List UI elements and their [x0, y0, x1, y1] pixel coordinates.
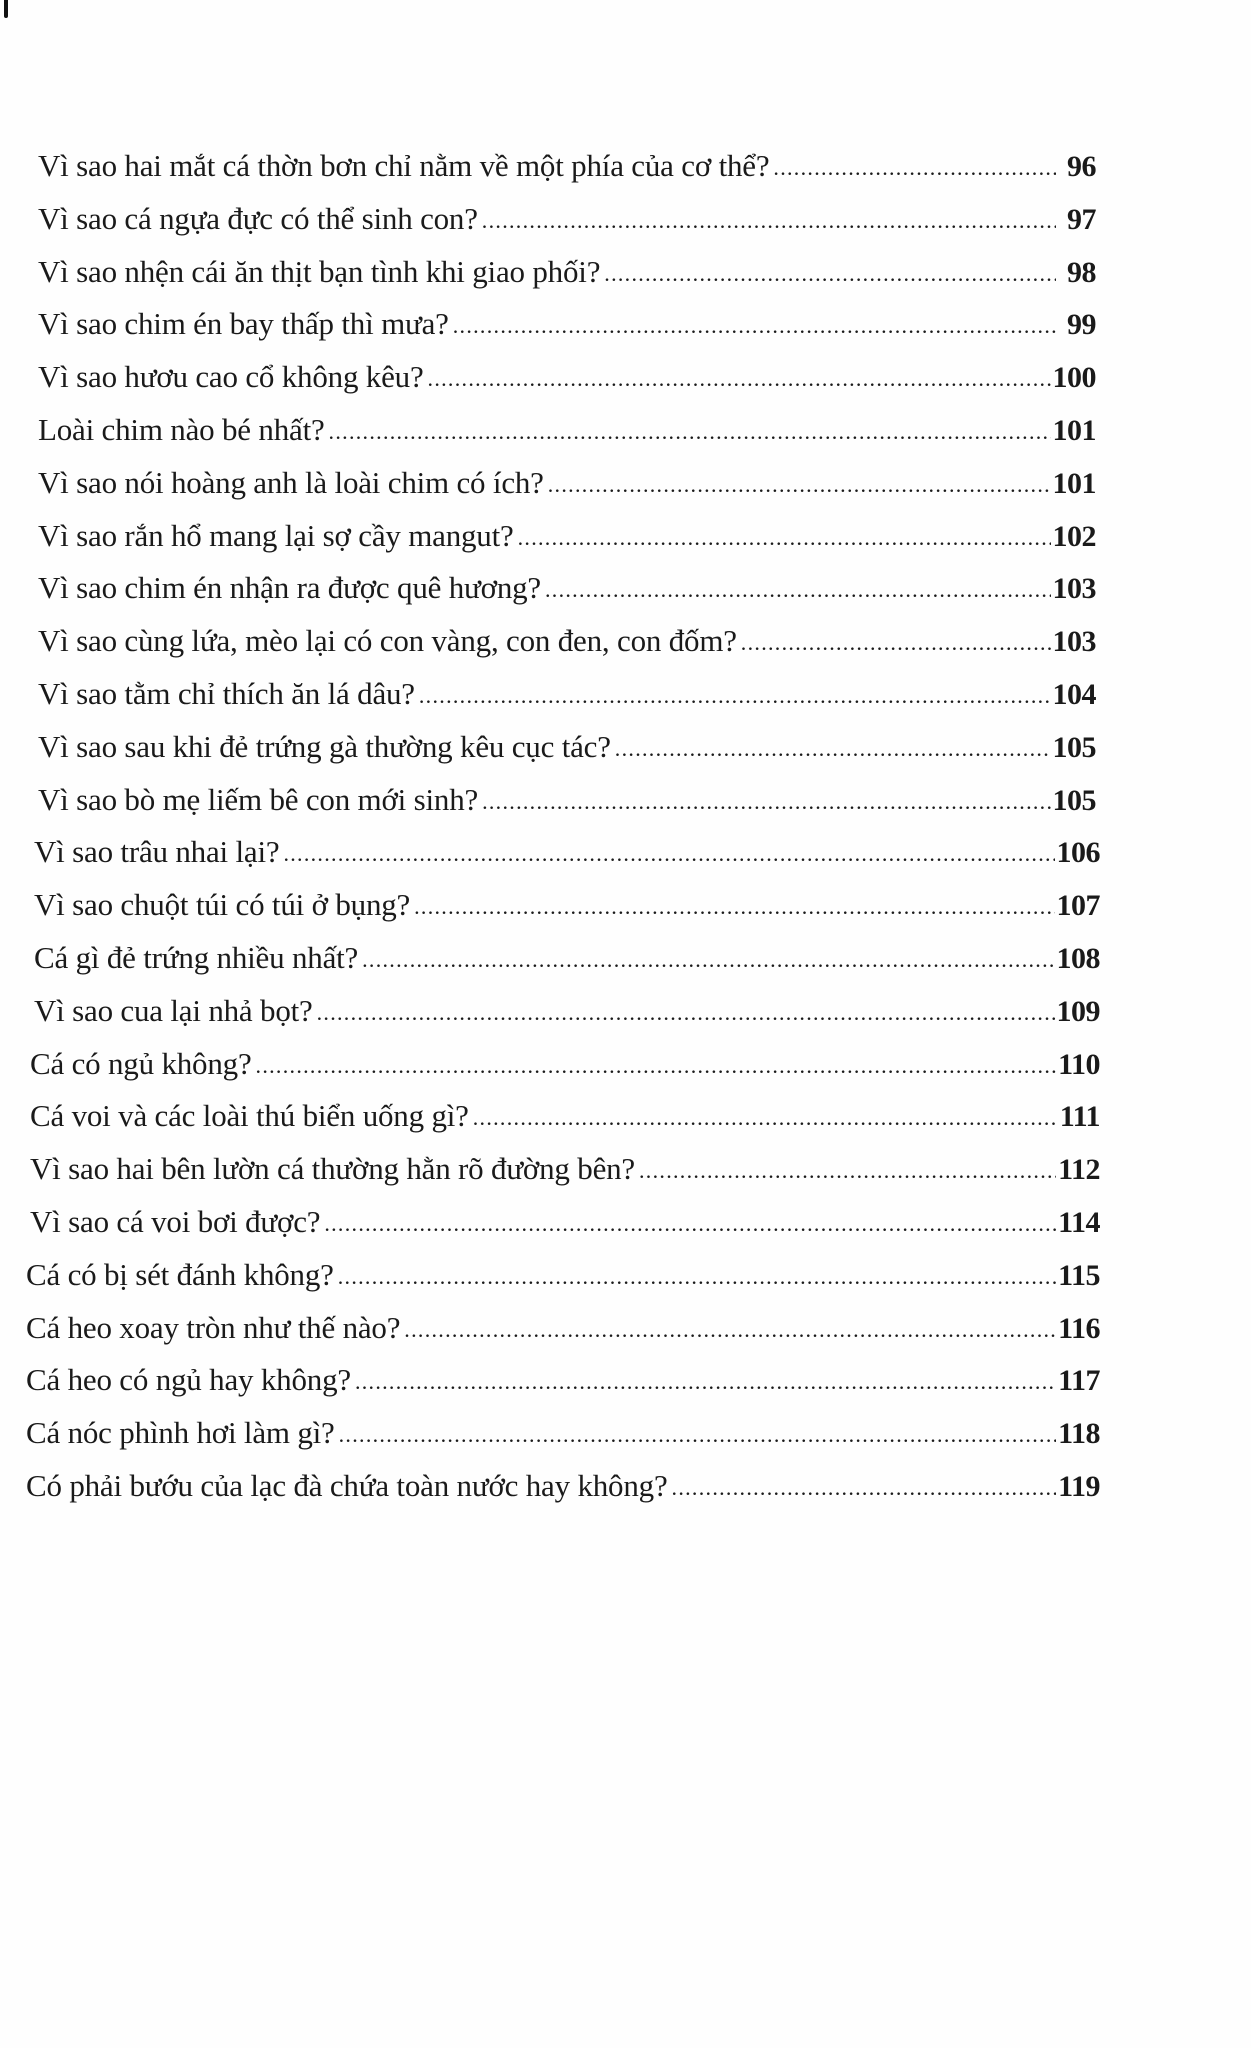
- toc-entry-page: 99: [1067, 308, 1096, 342]
- toc-entry-page: 118: [1058, 1417, 1100, 1451]
- toc-entry: [38, 246, 1096, 299]
- toc-entry: [34, 932, 1100, 985]
- toc-entry-page: 114: [1058, 1205, 1100, 1239]
- dot-leader: [604, 248, 1056, 301]
- toc-entry: [30, 1090, 1100, 1143]
- toc-entry: [34, 826, 1100, 879]
- toc-entry: [38, 721, 1096, 774]
- toc-entry-title: Vì sao nhện cái ăn thịt bạn tình khi giao phối?: [38, 253, 601, 289]
- toc-entry-title: Vì sao sau khi đẻ trứng gà thường kêu cục tác?: [38, 728, 611, 764]
- dot-leader: [339, 1409, 1057, 1462]
- toc-entry-title: Vì sao bò mẹ liếm bê con mới sinh?: [38, 781, 479, 817]
- page-corner-mark: [4, 0, 8, 18]
- dot-leader: [428, 353, 1051, 406]
- toc-entry: [38, 351, 1096, 404]
- toc-entry-title: Cá gì đẻ trứng nhiều nhất?: [34, 939, 359, 975]
- toc-entry-page: 117: [1058, 1364, 1100, 1398]
- toc-entry-page: 109: [1056, 994, 1100, 1028]
- dot-leader: [324, 1198, 1056, 1251]
- toc-entry: [38, 510, 1096, 563]
- toc-entry-page: 101: [1052, 466, 1096, 500]
- toc-entry-title: Vì sao rắn hổ mang lại sợ cầy mangut?: [38, 517, 514, 553]
- dot-leader: [404, 1304, 1056, 1357]
- toc-entry: [38, 298, 1096, 351]
- dot-leader: [615, 723, 1051, 776]
- toc-entry-title: Vì sao trâu nhai lại?: [34, 834, 280, 870]
- dot-leader: [473, 1092, 1058, 1145]
- toc-entry-title: Vì sao nói hoàng anh là loài chim có ích?: [38, 464, 544, 500]
- toc-entry-title: Vì sao hai bên lườn cá thường hằn rõ đường bên?: [30, 1151, 635, 1187]
- toc-entry: [34, 985, 1100, 1038]
- toc-entry-page: 105: [1052, 783, 1096, 817]
- toc-entry-page: 108: [1056, 941, 1100, 975]
- toc-entry-title: Vì sao cua lại nhả bọt?: [34, 992, 313, 1028]
- toc-entry: [26, 1460, 1100, 1513]
- toc-entry-title: Loài chim nào bé nhất?: [38, 411, 325, 447]
- toc-entry-title: Vì sao chim én nhận ra được quê hương?: [38, 570, 541, 606]
- toc-entry: [30, 1038, 1100, 1091]
- toc-entry-page: 103: [1052, 572, 1096, 606]
- dot-leader: [338, 1251, 1056, 1304]
- dot-leader: [355, 1356, 1056, 1409]
- toc-entry-title: Cá có bị sét đánh không?: [26, 1256, 334, 1292]
- toc-entry-page: 98: [1067, 255, 1096, 289]
- dot-leader: [741, 617, 1051, 670]
- toc-entry-page: 116: [1058, 1311, 1100, 1345]
- toc-entry-page: 104: [1052, 677, 1096, 711]
- toc-entry: [26, 1354, 1100, 1407]
- toc-entry-title: Cá nóc phình hơi làm gì?: [26, 1415, 335, 1451]
- toc-entry-page: 119: [1058, 1469, 1100, 1503]
- dot-leader: [453, 300, 1056, 353]
- dot-leader: [329, 406, 1051, 459]
- table-of-contents: [26, 140, 1100, 1513]
- toc-entry-page: 105: [1052, 730, 1096, 764]
- toc-entry: [26, 1407, 1100, 1460]
- toc-entry: [26, 1302, 1100, 1355]
- toc-entry-page: 97: [1067, 202, 1096, 236]
- dot-leader: [362, 934, 1054, 987]
- toc-entry-page: 110: [1058, 1047, 1100, 1081]
- toc-entry-title: Vì sao cùng lứa, mèo lại có con vàng, con đen, con đốm?: [38, 623, 737, 659]
- toc-entry-title: Cá voi và các loài thú biển uống gì?: [30, 1098, 469, 1134]
- toc-entry-title: Cá có ngủ không?: [30, 1045, 252, 1081]
- dot-leader: [256, 1040, 1057, 1093]
- toc-entry: [38, 774, 1096, 827]
- toc-entry-title: Vì sao cá voi bơi được?: [30, 1203, 321, 1239]
- dot-leader: [548, 459, 1051, 512]
- toc-entry-title: Vì sao hươu cao cổ không kêu?: [38, 359, 424, 395]
- toc-entry-page: 96: [1067, 150, 1096, 183]
- toc-entry-title: Vì sao hai mắt cá thờn bơn chỉ nằm về một phía của cơ thể?: [38, 148, 770, 183]
- dot-leader: [518, 512, 1051, 565]
- toc-entry: [38, 140, 1096, 193]
- toc-entry-title: Cá heo có ngủ hay không?: [26, 1362, 351, 1398]
- toc-entry-title: Vì sao cá ngựa đực có thể sinh con?: [38, 200, 478, 236]
- dot-leader: [482, 195, 1056, 248]
- toc-entry: [38, 615, 1096, 668]
- toc-entry: [38, 457, 1096, 510]
- toc-entry-title: Cá heo xoay tròn như thế nào?: [26, 1309, 401, 1345]
- dot-leader: [773, 142, 1056, 195]
- toc-entry-page: 111: [1059, 1100, 1100, 1134]
- toc-entry: [26, 1249, 1100, 1302]
- toc-entry-title: Có phải bướu của lạc đà chứa toàn nước hay không?: [26, 1467, 668, 1503]
- dot-leader: [639, 1145, 1056, 1198]
- toc-entry-page: 103: [1052, 625, 1096, 659]
- toc-entry-page: 100: [1052, 361, 1096, 395]
- toc-entry-page: 107: [1056, 889, 1100, 923]
- dot-leader: [419, 670, 1051, 723]
- dot-leader: [414, 881, 1054, 934]
- dot-leader: [672, 1462, 1057, 1515]
- toc-entry: [38, 404, 1096, 457]
- toc-entry: [34, 879, 1100, 932]
- toc-entry-page: 106: [1056, 836, 1100, 870]
- dot-leader: [482, 776, 1050, 829]
- toc-entry: [38, 193, 1096, 246]
- toc-entry-title: Vì sao tằm chỉ thích ăn lá dâu?: [38, 675, 415, 711]
- dot-leader: [317, 987, 1055, 1040]
- toc-entry: [30, 1143, 1100, 1196]
- toc-entry-page: 115: [1058, 1258, 1100, 1292]
- toc-entry-title: Vì sao chuột túi có túi ở bụng?: [34, 887, 411, 923]
- dot-leader: [545, 564, 1051, 617]
- toc-entry: [30, 1196, 1100, 1249]
- toc-entry-page: 112: [1058, 1153, 1100, 1187]
- toc-entry-title: Vì sao chim én bay thấp thì mưa?: [38, 306, 449, 342]
- dot-leader: [283, 828, 1054, 881]
- toc-entry-page: 102: [1052, 519, 1096, 553]
- toc-entry: [38, 668, 1096, 721]
- toc-entry: [38, 562, 1096, 615]
- toc-entry-page: 101: [1052, 413, 1096, 447]
